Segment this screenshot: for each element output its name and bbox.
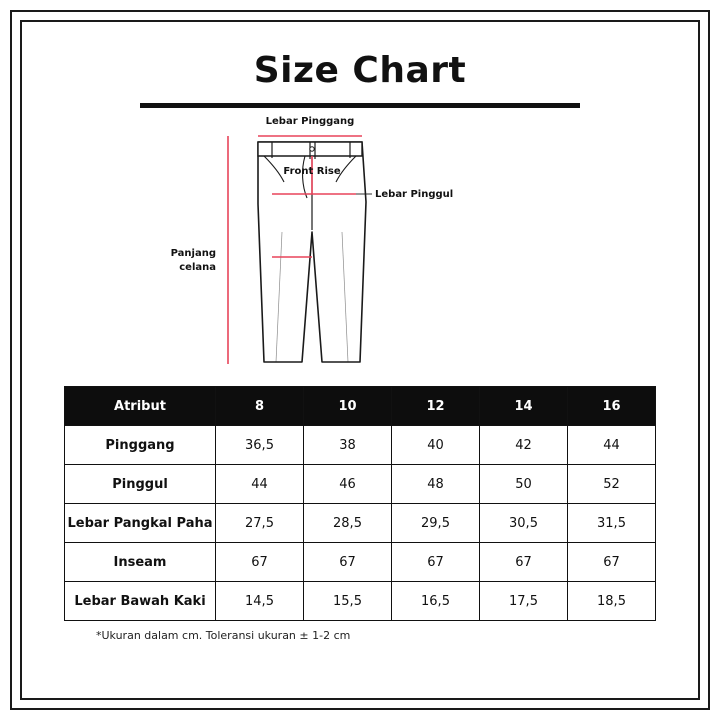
page-content [32, 32, 688, 688]
row-value: 46 [304, 465, 392, 504]
row-attribute: Lebar Bawah Kaki [65, 582, 216, 621]
table-header-size-16: 16 [568, 387, 656, 426]
row-value: 50 [480, 465, 568, 504]
table-row [65, 543, 656, 582]
row-value: 17,5 [480, 582, 568, 621]
row-value: 67 [568, 543, 656, 582]
pants-diagram-svg [160, 112, 560, 384]
table-body [65, 426, 656, 621]
table-header-size-10: 10 [304, 387, 392, 426]
footnote: *Ukuran dalam cm. Toleransi ukuran ± 1-2 cm [96, 629, 351, 642]
label-front-rise: Front Rise [283, 166, 341, 177]
table-row [65, 465, 656, 504]
row-value: 31,5 [568, 504, 656, 543]
row-value: 67 [216, 543, 304, 582]
label-waist-width: Lebar Pinggang [265, 116, 355, 127]
table-header [65, 387, 656, 426]
pants-diagram [32, 112, 688, 382]
row-value: 42 [480, 426, 568, 465]
row-value: 52 [568, 465, 656, 504]
row-value: 27,5 [216, 504, 304, 543]
table-header-row [65, 387, 656, 426]
row-value: 67 [304, 543, 392, 582]
row-value: 44 [216, 465, 304, 504]
row-value: 48 [392, 465, 480, 504]
table-row [65, 504, 656, 543]
row-value: 16,5 [392, 582, 480, 621]
table-header-size-12: 12 [392, 387, 480, 426]
row-value: 30,5 [480, 504, 568, 543]
row-value: 44 [568, 426, 656, 465]
row-value: 14,5 [216, 582, 304, 621]
table-row [65, 426, 656, 465]
table-header-attribute: Atribut [65, 387, 216, 426]
row-value: 36,5 [216, 426, 304, 465]
table-header-size-8: 8 [216, 387, 304, 426]
row-value: 67 [480, 543, 568, 582]
row-value: 38 [304, 426, 392, 465]
title-underline [140, 103, 580, 108]
row-value: 28,5 [304, 504, 392, 543]
label-pant-length-line1: Panjang [170, 248, 216, 259]
row-value: 67 [392, 543, 480, 582]
row-value: 18,5 [568, 582, 656, 621]
table-header-size-14: 14 [480, 387, 568, 426]
row-attribute: Pinggul [65, 465, 216, 504]
row-attribute: Pinggang [65, 426, 216, 465]
page-title: Size Chart [253, 50, 467, 91]
waist-button-icon [310, 147, 314, 151]
row-value: 15,5 [304, 582, 392, 621]
table-row [65, 582, 656, 621]
row-value: 40 [392, 426, 480, 465]
row-attribute: Inseam [65, 543, 216, 582]
row-value: 29,5 [392, 504, 480, 543]
label-pant-length-line2: celana [179, 262, 216, 273]
size-table [64, 386, 656, 621]
row-attribute: Lebar Pangkal Paha [65, 504, 216, 543]
label-hip-width: Lebar Pinggul [375, 189, 454, 200]
